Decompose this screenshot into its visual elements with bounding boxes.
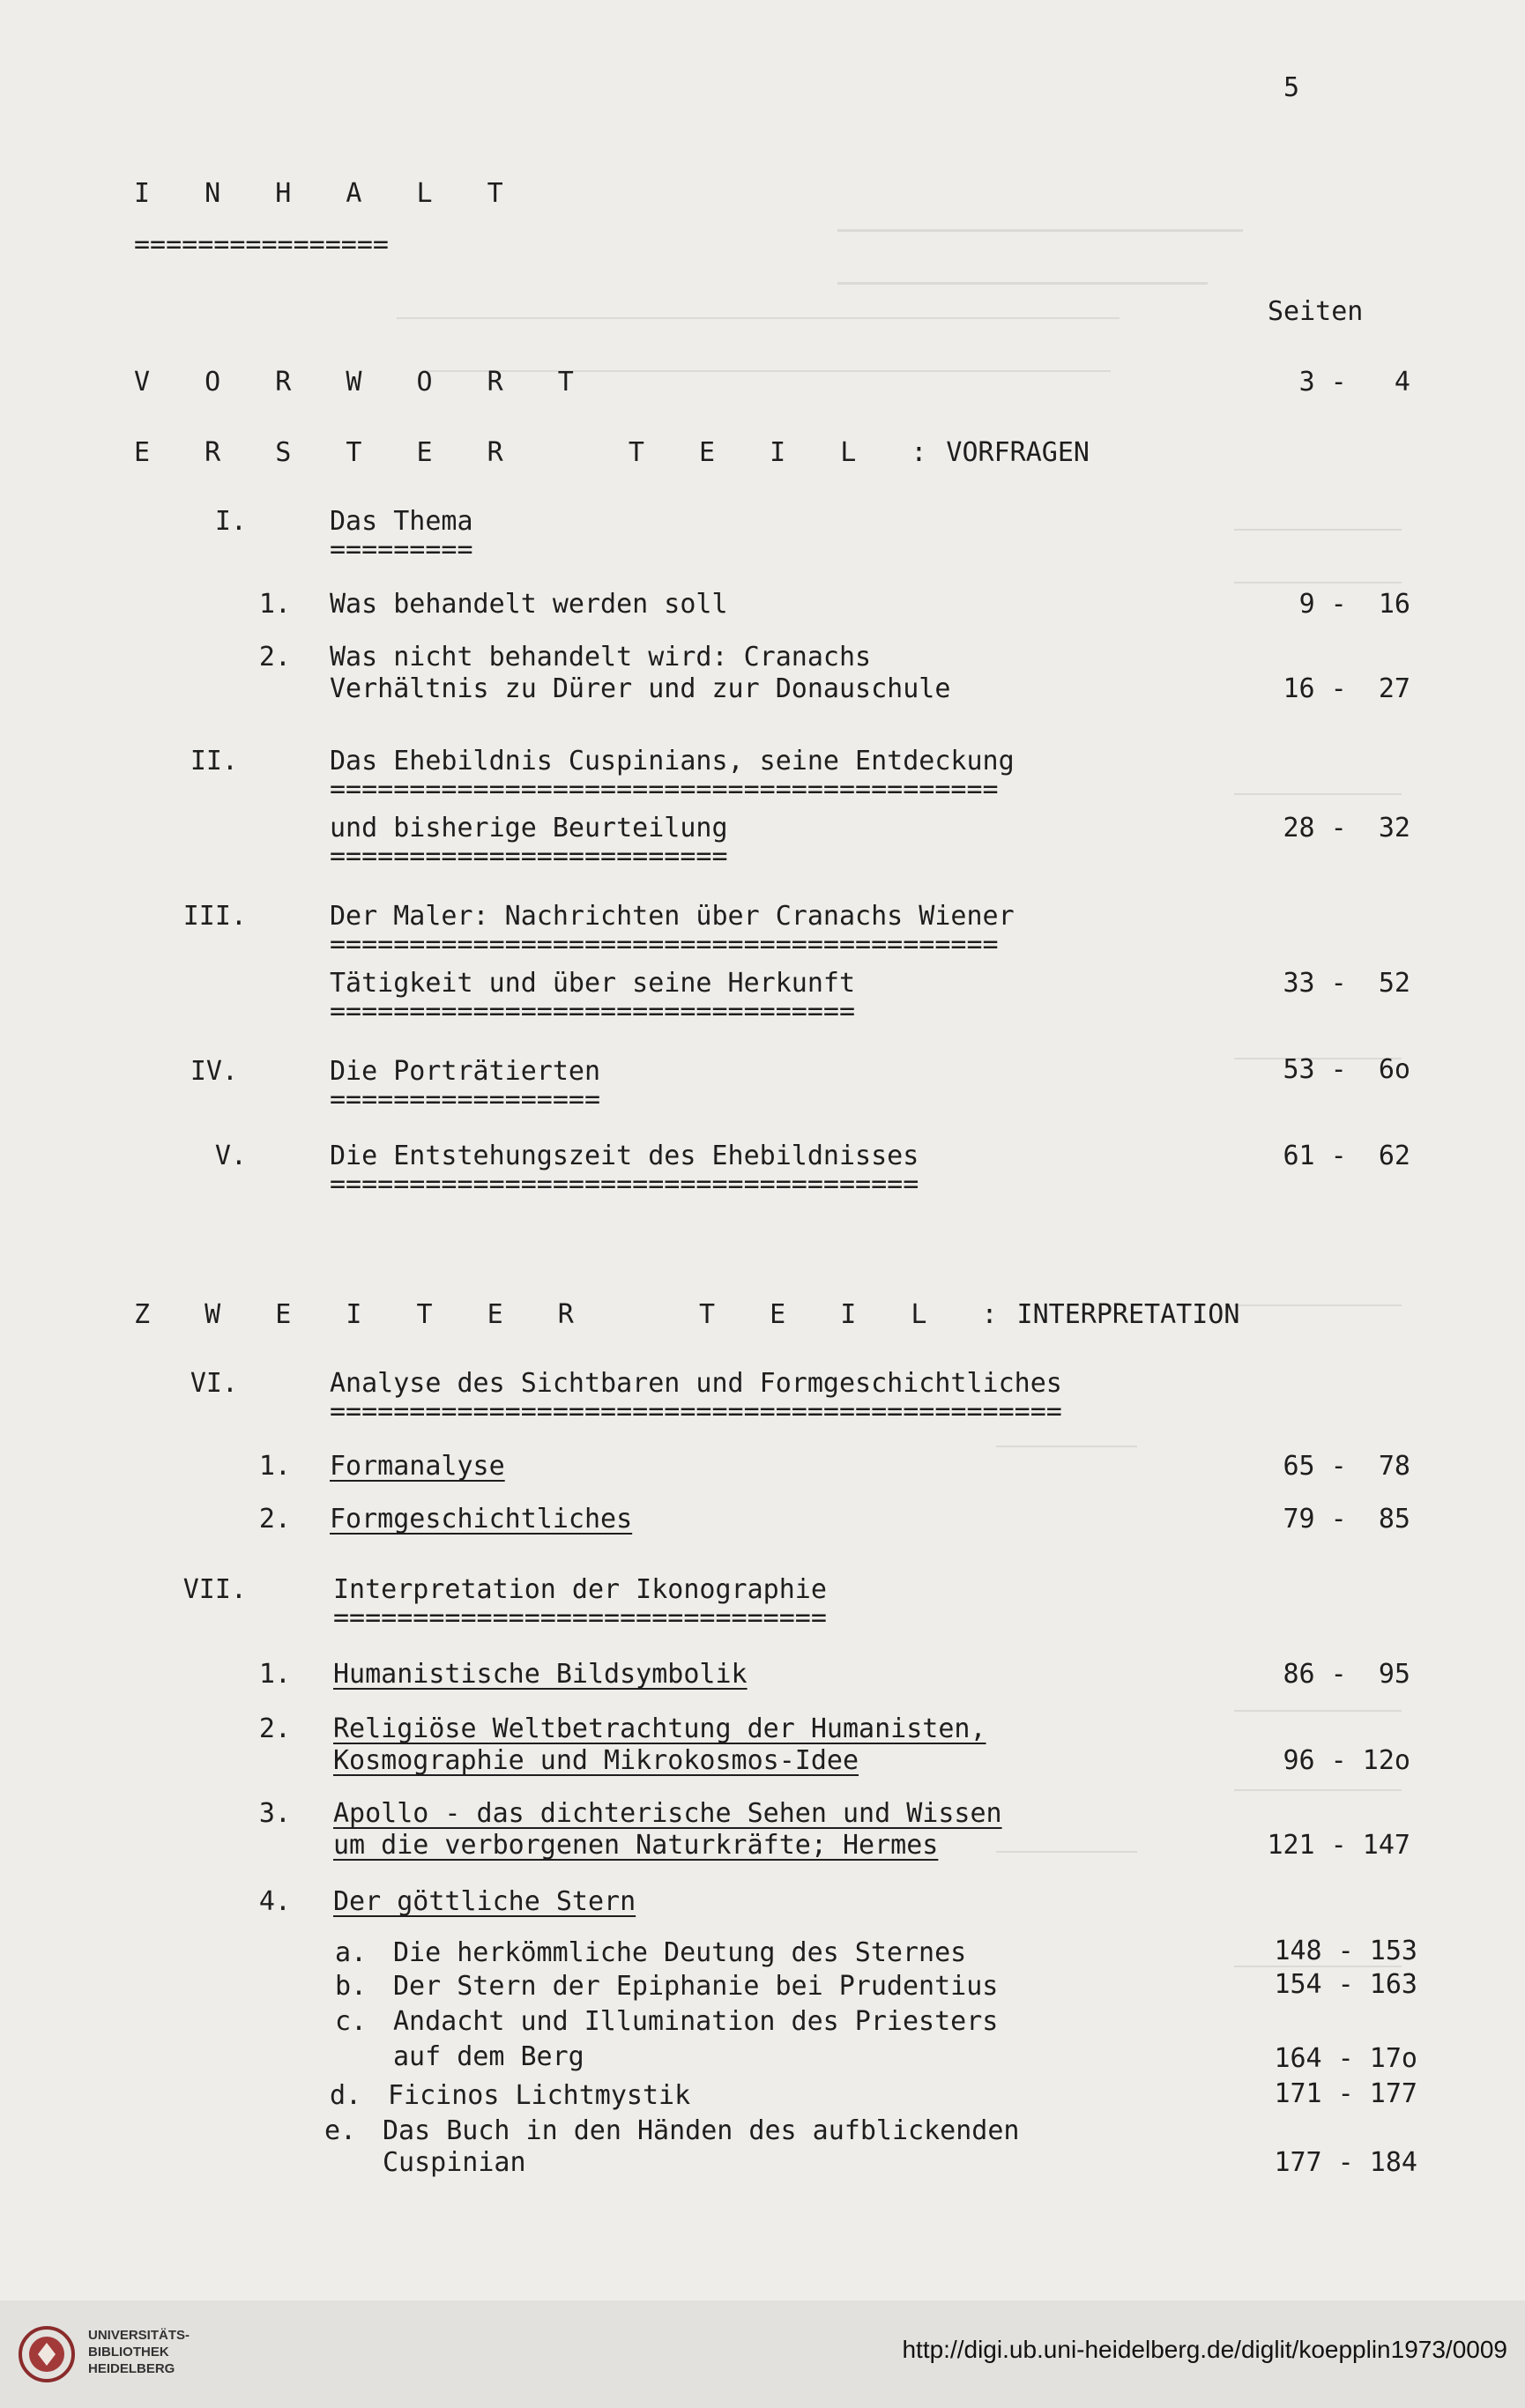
subentry-letter: c. bbox=[335, 2006, 368, 2037]
library-name-line2: BIBLIOTHEK bbox=[88, 2345, 169, 2360]
entry-num: 4. bbox=[258, 1886, 291, 1917]
vorwort-pages: 3 - 4 bbox=[1298, 367, 1410, 398]
entry-title-line2: Kosmographie und Mikrokosmos-Idee bbox=[333, 1745, 859, 1776]
entry-num: II. bbox=[190, 746, 238, 777]
entry-rule: ========= bbox=[330, 541, 473, 559]
entry-num: VII. bbox=[182, 1574, 247, 1605]
subentry-letter: d. bbox=[330, 2080, 362, 2111]
subentry-title: Die herkömmliche Deutung des Sternes bbox=[393, 1937, 967, 1968]
entry-rule: ================= bbox=[330, 1091, 601, 1109]
entry-title: Was behandelt werden soll bbox=[330, 589, 728, 620]
subentry-title-line2: auf dem Berg bbox=[393, 2041, 584, 2072]
entry-title-line2: Tätigkeit und über seine Herkunft bbox=[330, 968, 856, 999]
library-name-line3: HEIDELBERG bbox=[88, 2361, 175, 2376]
entry-title: Religiöse Weltbetrachtung der Humanisten, bbox=[333, 1713, 986, 1744]
entry-num: 3. bbox=[258, 1798, 291, 1829]
footer-bar bbox=[0, 2300, 1525, 2408]
subentry-letter: b. bbox=[335, 1971, 368, 2002]
entry-title: Was nicht behandelt wird: Cranachs bbox=[330, 642, 872, 673]
entry-title: Der Maler: Nachrichten über Cranachs Wiener bbox=[330, 901, 1015, 932]
part2-label: Z W E I T E R T E I L : bbox=[134, 1299, 1017, 1330]
subentry-pages: 164 - 17o bbox=[1274, 2043, 1417, 2074]
entry-pages: 86 - 95 bbox=[1283, 1659, 1410, 1690]
vorwort-label: V O R W O R T bbox=[134, 367, 593, 398]
entry-pages: 96 - 12o bbox=[1283, 1745, 1410, 1776]
entry-title: Die Entstehungszeit des Ehebildnisses bbox=[330, 1141, 919, 1171]
subentry-title: Ficinos Lichtmystik bbox=[388, 2080, 691, 2111]
entry-pages: 79 - 85 bbox=[1283, 1504, 1410, 1535]
subentry-pages: 171 - 177 bbox=[1274, 2078, 1417, 2109]
subentry-title: Andacht und Illumination des Priesters bbox=[393, 2006, 999, 2037]
entry-pages: 28 - 32 bbox=[1283, 813, 1410, 844]
entry-rule: =============================== bbox=[333, 1609, 827, 1627]
contents-heading: I N H A L T bbox=[134, 178, 523, 209]
entry-num: IV. bbox=[190, 1056, 238, 1087]
source-url-link[interactable]: http://digi.ub.uni-heidelberg.de/diglit/koepplin1973/0009 bbox=[902, 2336, 1507, 2363]
entry-num: 2. bbox=[258, 1713, 291, 1744]
entry-title: Apollo - das dichterische Sehen und Wissen bbox=[333, 1798, 1002, 1829]
library-name-line1: UNIVERSITÄTS- bbox=[88, 2328, 190, 2343]
subentry-letter: a. bbox=[335, 1937, 368, 1968]
entry-title: Formgeschichtliches bbox=[330, 1504, 633, 1535]
contents-heading-rule: ================ bbox=[134, 236, 389, 254]
part1-label: E R S T E R T E I L : bbox=[134, 437, 947, 468]
subentry-title-line2: Cuspinian bbox=[383, 2147, 526, 2178]
entry-num: 2. bbox=[258, 642, 291, 673]
entry-num: III. bbox=[182, 901, 247, 932]
subentry-title: Der Stern der Epiphanie bei Prudentius bbox=[393, 1971, 999, 2002]
entry-title-line2: um die verborgenen Naturkräfte; Hermes bbox=[333, 1830, 939, 1861]
part1-heading bbox=[134, 437, 1090, 469]
entry-title: Formanalyse bbox=[330, 1451, 505, 1482]
entry-rule: ========================================== bbox=[330, 781, 999, 799]
entry-rule: ================================= bbox=[330, 1003, 856, 1021]
entry-title-line2: und bisherige Beurteilung bbox=[330, 813, 728, 844]
entry-title: Das Ehebildnis Cuspinians, seine Entdeckung bbox=[330, 746, 1015, 777]
subentry-title: Das Buch in den Händen des aufblickenden bbox=[383, 2115, 1020, 2146]
entry-num: I. bbox=[214, 506, 247, 537]
entry-pages: 61 - 62 bbox=[1283, 1141, 1410, 1171]
entry-rule: ========================= bbox=[330, 848, 728, 866]
entry-rule: ========================================== bbox=[330, 936, 999, 954]
library-seal-icon bbox=[16, 2323, 78, 2385]
subentry-pages: 148 - 153 bbox=[1274, 1936, 1417, 1966]
entry-rule: ===================================== bbox=[330, 1176, 919, 1193]
entry-num: VI. bbox=[190, 1368, 238, 1399]
entry-pages: 53 - 6o bbox=[1283, 1054, 1410, 1085]
entry-title: Der göttliche Stern bbox=[333, 1886, 636, 1917]
entry-num: 1. bbox=[258, 589, 291, 620]
entry-title: Humanistische Bildsymbolik bbox=[333, 1659, 748, 1690]
subentry-pages: 154 - 163 bbox=[1274, 1969, 1417, 2000]
entry-pages: 65 - 78 bbox=[1283, 1451, 1410, 1482]
entry-title: Die Porträtierten bbox=[330, 1056, 601, 1087]
entry-pages: 16 - 27 bbox=[1283, 673, 1410, 704]
entry-num: 2. bbox=[258, 1504, 291, 1535]
subentry-letter: e. bbox=[324, 2115, 357, 2146]
entry-pages: 9 - 16 bbox=[1298, 589, 1410, 620]
entry-title: Interpretation der Ikonographie bbox=[333, 1574, 827, 1605]
entry-num: 1. bbox=[258, 1451, 291, 1482]
entry-title-line2: Verhältnis zu Dürer und zur Donauschule bbox=[330, 673, 951, 704]
pages-column-label: Seiten bbox=[1268, 296, 1364, 327]
entry-pages: 33 - 52 bbox=[1283, 968, 1410, 999]
entry-rule: ============================================== bbox=[330, 1403, 1062, 1421]
entry-pages: 121 - 147 bbox=[1267, 1830, 1410, 1861]
part2-heading bbox=[134, 1299, 1239, 1331]
part2-title: INTERPRETATION bbox=[1016, 1299, 1240, 1330]
subentry-pages: 177 - 184 bbox=[1274, 2147, 1417, 2178]
page-number: 5 bbox=[1283, 72, 1300, 103]
library-name bbox=[88, 2327, 190, 2377]
entry-num: V. bbox=[214, 1141, 247, 1171]
part1-title: VORFRAGEN bbox=[946, 437, 1090, 468]
entry-num: 1. bbox=[258, 1659, 291, 1690]
entry-title: Analyse des Sichtbaren und Formgeschichtliches bbox=[330, 1368, 1062, 1399]
entry-title: Das Thema bbox=[330, 506, 473, 537]
